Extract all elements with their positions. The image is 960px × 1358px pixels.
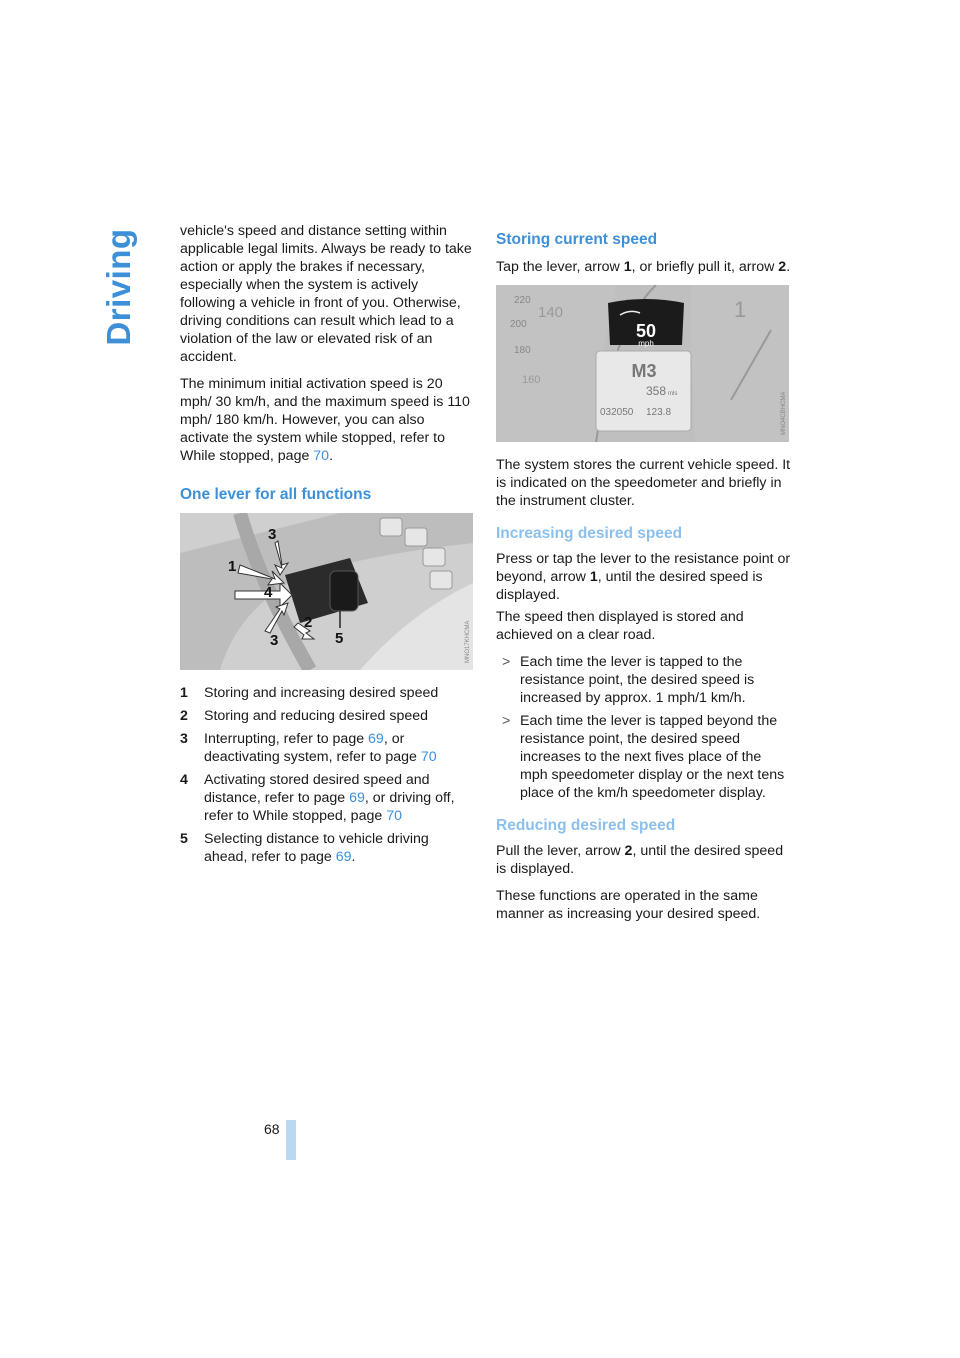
page-link-69[interactable]: 69 bbox=[368, 731, 384, 747]
heading-storing-speed: Storing current speed bbox=[496, 231, 658, 248]
page-marker-bar bbox=[286, 1120, 296, 1160]
display-trip: 123.8 bbox=[646, 407, 672, 418]
tach-tick-1: 1 bbox=[734, 297, 747, 322]
left-column bbox=[180, 222, 476, 875]
speed-tick-140: 140 bbox=[538, 304, 564, 321]
list-item: > Each time the lever is tapped beyond the resistance point, the desired speed increases to the next fives place of the mph speedometer display or the next tens place of the km/h speedometer display. bbox=[502, 713, 785, 801]
list-item: 1 Storing and increasing desired speed bbox=[180, 685, 439, 701]
paragraph-press-lever: Press or tap the lever to the resistance point or beyond, arrow 1, until the desired speed is displayed. bbox=[496, 551, 791, 603]
list-item: > Each time the lever is tapped to the resistance point, the desired speed is increased by approx. 1 mph/1 km/h. bbox=[502, 654, 755, 706]
paragraph-stores: The system stores the current vehicle speed. It is indicated on the speedometer and briefly in the instrument cluster. bbox=[496, 457, 791, 509]
heading-increasing-speed: Increasing desired speed bbox=[496, 525, 683, 542]
paragraph-tap-lever: Tap the lever, arrow 1, or briefly pull it, arrow 2. bbox=[496, 259, 791, 275]
section-title-text: Driving bbox=[100, 228, 137, 346]
figure-speedometer bbox=[496, 285, 789, 442]
set-speed-value: 50 bbox=[635, 321, 657, 341]
paragraph-safety: vehicle's speed and distance setting within applicable legal limits. Always be ready to take action or apply the brakes if necessary, especially when the system is actively following a vehicle in front of you. Otherwise, driving conditions can result which lead to a violation of the law or elevated risk of an accident. bbox=[180, 223, 472, 365]
paragraph-activation-speed: The minimum initial activation speed is 20 mph/ 30 km/h, and the maximum speed is 110 mph/ 180 km/h. However, you can also activate the system while stopped, refer to While stopped, page 70. bbox=[180, 376, 470, 464]
page-link-70[interactable]: 70 bbox=[386, 808, 402, 824]
paragraph-same-manner: These functions are operated in the same manner as increasing your desired speed. bbox=[496, 888, 761, 922]
page-link-70[interactable]: 70 bbox=[313, 448, 330, 464]
increase-bullets bbox=[496, 653, 792, 802]
function-list bbox=[180, 684, 476, 866]
lever-label-4: 4 bbox=[264, 584, 273, 601]
speed-tick-200: 200 bbox=[510, 319, 527, 330]
display-range-unit: mls bbox=[668, 391, 678, 397]
heading-one-lever: One lever for all functions bbox=[180, 486, 372, 503]
page-link-69[interactable]: 69 bbox=[335, 849, 352, 865]
speed-tick-160: 160 bbox=[522, 374, 541, 386]
display-model: M3 bbox=[631, 361, 657, 381]
list-item: 5 Selecting distance to vehicle driving ahead, refer to page 69. bbox=[180, 831, 429, 865]
lever-label-3-top: 3 bbox=[268, 526, 277, 543]
paragraph-pull-lever: Pull the lever, arrow 2, until the desired speed is displayed. bbox=[496, 843, 784, 877]
list-item: 4 Activating stored desired speed and distance, refer to page 69, or driving off, refer to While stopped, page 70 bbox=[180, 772, 455, 824]
lever-label-1: 1 bbox=[228, 558, 237, 575]
page-link-70[interactable]: 70 bbox=[420, 749, 437, 765]
list-item: 2 Storing and reducing desired speed bbox=[180, 708, 429, 724]
page-number: 68 bbox=[264, 1121, 280, 1137]
heading-reducing-speed: Reducing desired speed bbox=[496, 817, 676, 834]
display-range: 358 bbox=[646, 384, 667, 398]
figure-code: MNO17KHCMA bbox=[465, 620, 471, 663]
set-speed-unit: mph bbox=[638, 339, 654, 348]
speed-tick-220: 220 bbox=[514, 295, 531, 306]
list-item: 3 Interrupting, refer to page 69, or deactivating system, refer to page 70 bbox=[180, 731, 437, 765]
display-odometer: 032050 bbox=[600, 407, 634, 418]
lever-label-3-bottom: 3 bbox=[270, 632, 279, 649]
page-link-69[interactable]: 69 bbox=[349, 790, 365, 806]
figure-lever bbox=[180, 513, 473, 670]
lever-label-5: 5 bbox=[335, 630, 344, 647]
figure-code: MNO4CBHCMA bbox=[781, 391, 787, 435]
lever-label-2: 2 bbox=[304, 614, 313, 631]
paragraph-stored-achieved: The speed then displayed is stored and achieved on a clear road. bbox=[496, 609, 744, 643]
speed-tick-180: 180 bbox=[514, 345, 531, 356]
right-column bbox=[496, 230, 792, 932]
section-title bbox=[84, 228, 154, 346]
